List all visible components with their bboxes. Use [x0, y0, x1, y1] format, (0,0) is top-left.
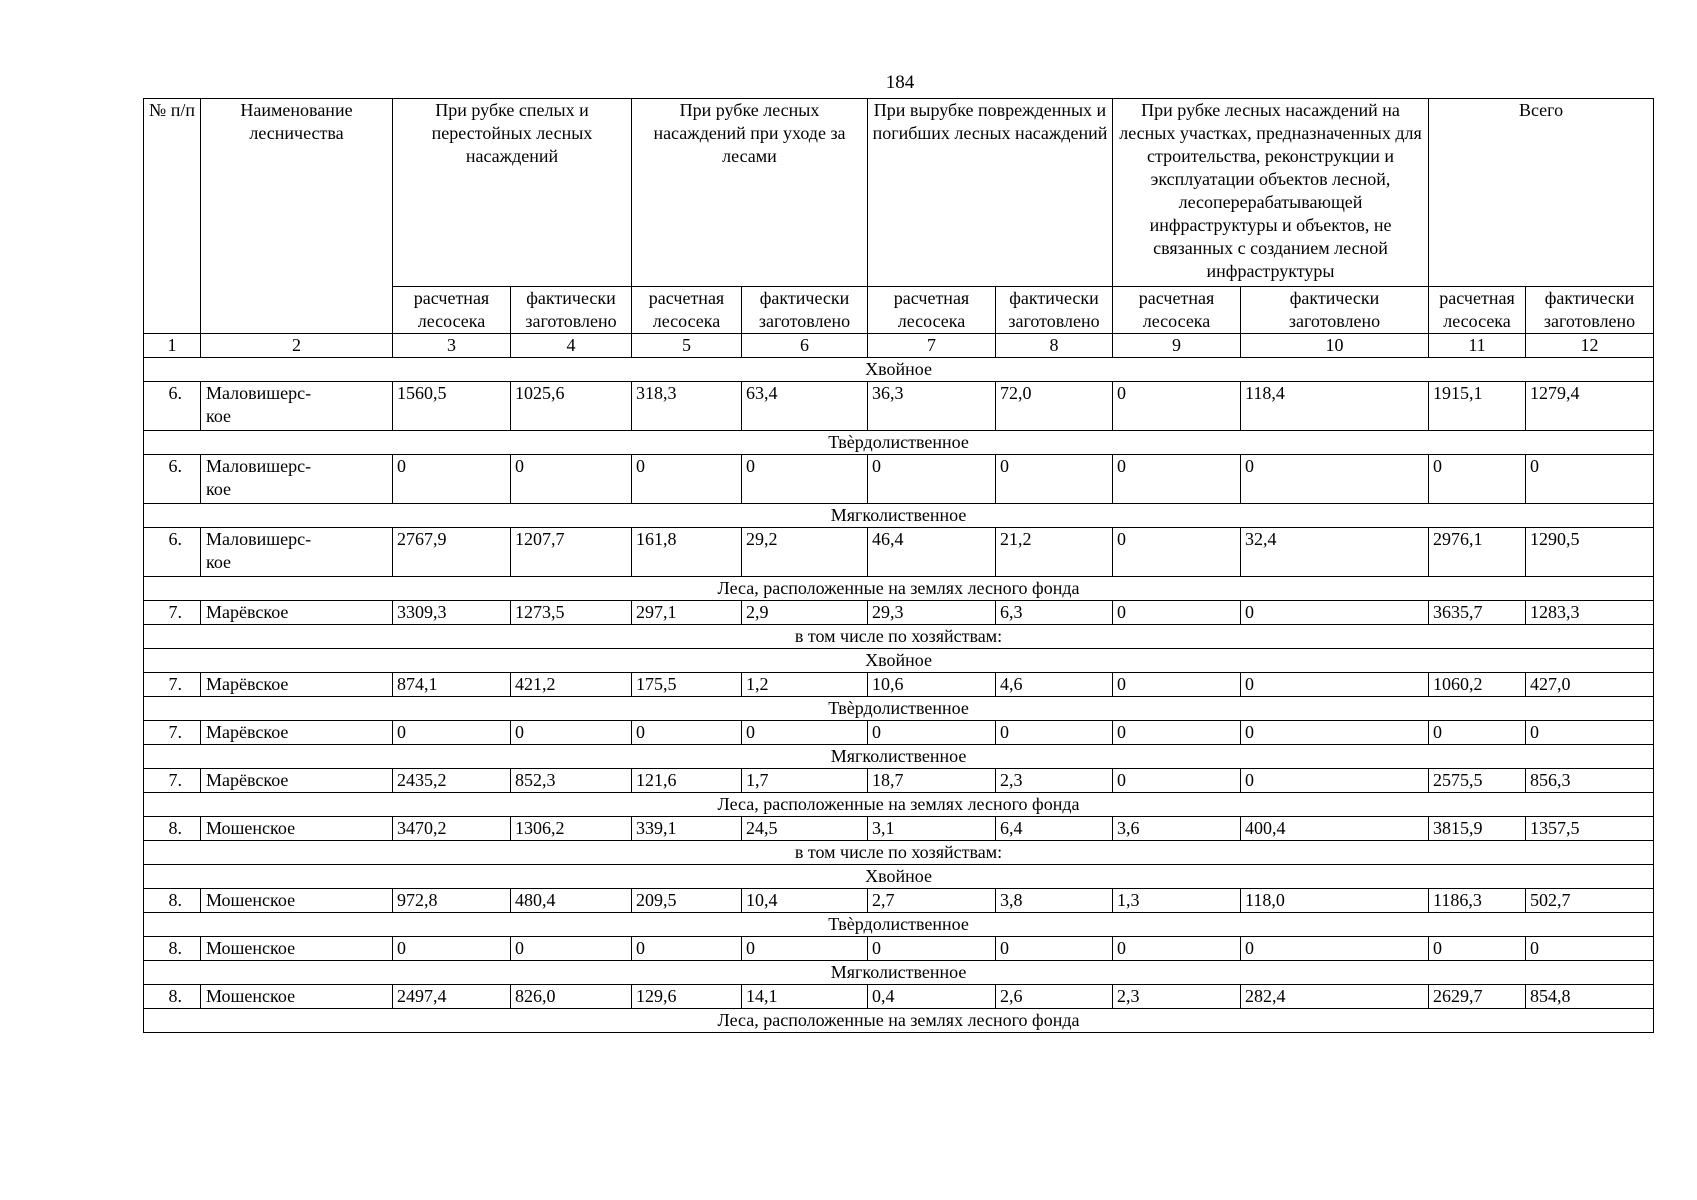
value-cell: 0	[393, 937, 511, 961]
table-row	[144, 937, 1654, 961]
header-planned: расчетная лесосека	[1429, 287, 1526, 334]
value-cell: 1025,6	[511, 382, 632, 431]
column-index: 5	[632, 334, 742, 358]
value-cell: 0	[632, 721, 742, 745]
value-cell: 1186,3	[1429, 889, 1526, 913]
value-cell: 0	[1429, 721, 1526, 745]
value-cell: 1290,5	[1526, 528, 1654, 577]
section-row	[144, 793, 1654, 817]
value-cell: 3,6	[1113, 817, 1241, 841]
table-row	[144, 455, 1654, 504]
section-label: Хвойное	[144, 358, 1654, 382]
value-cell: 63,4	[742, 382, 868, 431]
row-number: 7.	[144, 769, 201, 793]
row-number: 8.	[144, 937, 201, 961]
value-cell: 0	[1113, 455, 1241, 504]
value-cell: 161,8	[632, 528, 742, 577]
forestry-name: Марёвское	[201, 601, 393, 625]
section-label: в том числе по хозяйствам:	[144, 841, 1654, 865]
forestry-name: Мошенское	[201, 985, 393, 1009]
column-index: 4	[511, 334, 632, 358]
table-header	[144, 99, 1654, 358]
value-cell: 10,4	[742, 889, 868, 913]
forestry-name: Маловишерс- кое	[201, 455, 393, 504]
header-group-total: Всего	[1429, 99, 1654, 287]
value-cell: 2497,4	[393, 985, 511, 1009]
section-label: Мягколиственное	[144, 961, 1654, 985]
value-cell: 24,5	[742, 817, 868, 841]
value-cell: 4,6	[996, 673, 1113, 697]
value-cell: 2,6	[996, 985, 1113, 1009]
column-index: 6	[742, 334, 868, 358]
value-cell: 0	[996, 937, 1113, 961]
value-cell: 18,7	[868, 769, 996, 793]
row-number: 8.	[144, 985, 201, 1009]
value-cell: 0	[868, 937, 996, 961]
section-label: Хвойное	[144, 865, 1654, 889]
header-group-thinning: При рубке лесных насаждений при уходе за лесами	[632, 99, 868, 287]
value-cell: 0	[742, 455, 868, 504]
value-cell: 874,1	[393, 673, 511, 697]
section-label: Леса, расположенные на землях лесного фонда	[144, 577, 1654, 601]
value-cell: 2767,9	[393, 528, 511, 577]
forestry-name: Марёвское	[201, 721, 393, 745]
value-cell: 0	[742, 721, 868, 745]
value-cell: 1207,7	[511, 528, 632, 577]
value-cell: 339,1	[632, 817, 742, 841]
value-cell: 2,3	[996, 769, 1113, 793]
value-cell: 856,3	[1526, 769, 1654, 793]
header-group-mature: При рубке спелых и перестойных лесных насаждений	[393, 99, 632, 287]
value-cell: 421,2	[511, 673, 632, 697]
value-cell: 0	[1241, 455, 1429, 504]
value-cell: 0	[1429, 937, 1526, 961]
value-cell: 72,0	[996, 382, 1113, 431]
value-cell: 2,7	[868, 889, 996, 913]
value-cell: 0	[1113, 673, 1241, 697]
value-cell: 400,4	[1241, 817, 1429, 841]
value-cell: 0	[393, 721, 511, 745]
section-row	[144, 913, 1654, 937]
column-index: 1	[144, 334, 201, 358]
value-cell: 1306,2	[511, 817, 632, 841]
value-cell: 854,8	[1526, 985, 1654, 1009]
value-cell: 0	[632, 455, 742, 504]
value-cell: 480,4	[511, 889, 632, 913]
value-cell: 29,2	[742, 528, 868, 577]
value-cell: 1273,5	[511, 601, 632, 625]
value-cell: 2,9	[742, 601, 868, 625]
forestry-name: Мошенское	[201, 889, 393, 913]
value-cell: 1283,3	[1526, 601, 1654, 625]
row-number: 8.	[144, 889, 201, 913]
forestry-name: Маловишерс- кое	[201, 382, 393, 431]
header-planned: расчетная лесосека	[868, 287, 996, 334]
value-cell: 0	[1526, 455, 1654, 504]
header-planned: расчетная лесосека	[632, 287, 742, 334]
value-cell: 6,3	[996, 601, 1113, 625]
section-row	[144, 504, 1654, 528]
value-cell: 282,4	[1241, 985, 1429, 1009]
column-index: 3	[393, 334, 511, 358]
page-number: 184	[885, 72, 915, 93]
value-cell: 0	[742, 937, 868, 961]
section-row	[144, 865, 1654, 889]
value-cell: 2629,7	[1429, 985, 1526, 1009]
value-cell: 3309,3	[393, 601, 511, 625]
value-cell: 0,4	[868, 985, 996, 1009]
value-cell: 0	[1526, 937, 1654, 961]
header-planned: расчетная лесосека	[393, 287, 511, 334]
value-cell: 0	[511, 937, 632, 961]
section-row	[144, 431, 1654, 455]
value-cell: 3815,9	[1429, 817, 1526, 841]
value-cell: 129,6	[632, 985, 742, 1009]
value-cell: 297,1	[632, 601, 742, 625]
value-cell: 0	[1241, 601, 1429, 625]
value-cell: 175,5	[632, 673, 742, 697]
value-cell: 118,4	[1241, 382, 1429, 431]
column-index: 8	[996, 334, 1113, 358]
value-cell: 46,4	[868, 528, 996, 577]
value-cell: 0	[1113, 528, 1241, 577]
table-row	[144, 985, 1654, 1009]
value-cell: 3635,7	[1429, 601, 1526, 625]
forestry-name: Маловишерс- кое	[201, 528, 393, 577]
value-cell: 0	[1113, 382, 1241, 431]
column-index-row	[144, 334, 1654, 358]
section-row	[144, 961, 1654, 985]
section-row	[144, 358, 1654, 382]
value-cell: 2976,1	[1429, 528, 1526, 577]
row-number: 8.	[144, 817, 201, 841]
section-label: Леса, расположенные на землях лесного фонда	[144, 1009, 1654, 1033]
value-cell: 1,2	[742, 673, 868, 697]
row-number: 7.	[144, 673, 201, 697]
table-row	[144, 769, 1654, 793]
section-label: в том числе по хозяйствам:	[144, 625, 1654, 649]
section-row	[144, 745, 1654, 769]
value-cell: 1,7	[742, 769, 868, 793]
column-index: 9	[1113, 334, 1241, 358]
value-cell: 3470,2	[393, 817, 511, 841]
value-cell: 318,3	[632, 382, 742, 431]
value-cell: 14,1	[742, 985, 868, 1009]
forestry-name: Марёвское	[201, 769, 393, 793]
column-index: 7	[868, 334, 996, 358]
header-actual: фактически заготовлено	[1526, 287, 1654, 334]
value-cell: 209,5	[632, 889, 742, 913]
value-cell: 1,3	[1113, 889, 1241, 913]
value-cell: 502,7	[1526, 889, 1654, 913]
section-row	[144, 649, 1654, 673]
value-cell: 0	[1241, 721, 1429, 745]
value-cell: 0	[1241, 769, 1429, 793]
section-label: Мягколиственное	[144, 745, 1654, 769]
value-cell: 1357,5	[1526, 817, 1654, 841]
value-cell: 29,3	[868, 601, 996, 625]
value-cell: 0	[511, 455, 632, 504]
header-col-no: № п/п	[144, 99, 201, 334]
value-cell: 10,6	[868, 673, 996, 697]
row-number: 7.	[144, 721, 201, 745]
value-cell: 0	[1113, 769, 1241, 793]
value-cell: 826,0	[511, 985, 632, 1009]
value-cell: 21,2	[996, 528, 1113, 577]
value-cell: 121,6	[632, 769, 742, 793]
column-index: 12	[1526, 334, 1654, 358]
header-planned: расчетная лесосека	[1113, 287, 1241, 334]
section-row	[144, 577, 1654, 601]
section-label: Мягколиственное	[144, 504, 1654, 528]
value-cell: 0	[1113, 721, 1241, 745]
row-number: 7.	[144, 601, 201, 625]
value-cell: 0	[868, 721, 996, 745]
table-row	[144, 889, 1654, 913]
header-actual: фактически заготовлено	[996, 287, 1113, 334]
section-label: Леса, расположенные на землях лесного фонда	[144, 793, 1654, 817]
value-cell: 427,0	[1526, 673, 1654, 697]
column-index: 10	[1241, 334, 1429, 358]
column-index: 11	[1429, 334, 1526, 358]
section-label: Твѐрдолиственное	[144, 431, 1654, 455]
header-actual: фактически заготовлено	[511, 287, 632, 334]
header-group-damaged: При вырубке поврежденных и погибших лесных насаждений	[868, 99, 1113, 287]
header-col-name: Наименование лесничества	[201, 99, 393, 334]
value-cell: 0	[996, 455, 1113, 504]
forestry-report-table	[143, 98, 1654, 1033]
section-row	[144, 625, 1654, 649]
section-row	[144, 841, 1654, 865]
value-cell: 3,1	[868, 817, 996, 841]
forestry-name: Мошенское	[201, 937, 393, 961]
section-row	[144, 1009, 1654, 1033]
forestry-name: Мошенское	[201, 817, 393, 841]
table-row	[144, 721, 1654, 745]
value-cell: 0	[1241, 937, 1429, 961]
section-row	[144, 697, 1654, 721]
value-cell: 1560,5	[393, 382, 511, 431]
row-number: 6.	[144, 528, 201, 577]
value-cell: 1279,4	[1526, 382, 1654, 431]
value-cell: 6,4	[996, 817, 1113, 841]
value-cell: 1915,1	[1429, 382, 1526, 431]
header-actual: фактически заготовлено	[1241, 287, 1429, 334]
value-cell: 972,8	[393, 889, 511, 913]
table-row	[144, 601, 1654, 625]
table-row	[144, 382, 1654, 431]
value-cell: 2435,2	[393, 769, 511, 793]
value-cell: 3,8	[996, 889, 1113, 913]
value-cell: 0	[632, 937, 742, 961]
section-label: Твѐрдолиственное	[144, 697, 1654, 721]
value-cell: 0	[1526, 721, 1654, 745]
column-index: 2	[201, 334, 393, 358]
row-number: 6.	[144, 382, 201, 431]
value-cell: 0	[1113, 937, 1241, 961]
section-label: Твѐрдолиственное	[144, 913, 1654, 937]
row-number: 6.	[144, 455, 201, 504]
forestry-name: Марёвское	[201, 673, 393, 697]
value-cell: 36,3	[868, 382, 996, 431]
value-cell: 32,4	[1241, 528, 1429, 577]
table-body	[144, 358, 1654, 1033]
value-cell: 0	[1113, 601, 1241, 625]
value-cell: 0	[1429, 455, 1526, 504]
value-cell: 852,3	[511, 769, 632, 793]
value-cell: 1060,2	[1429, 673, 1526, 697]
value-cell: 0	[996, 721, 1113, 745]
section-label: Хвойное	[144, 649, 1654, 673]
table-row	[144, 528, 1654, 577]
value-cell: 118,0	[1241, 889, 1429, 913]
header-actual: фактически заготовлено	[742, 287, 868, 334]
table-row	[144, 817, 1654, 841]
value-cell: 0	[393, 455, 511, 504]
value-cell: 0	[1241, 673, 1429, 697]
value-cell: 2575,5	[1429, 769, 1526, 793]
table-row	[144, 673, 1654, 697]
value-cell: 0	[511, 721, 632, 745]
header-group-construction: При рубке лесных насаждений на лесных участках, предназначенных для строительства, реконструкции и эксплуатации объектов лесной, лесоперерабатывающей инфраструктуры и объектов, не связанных с созданием лесной инфраструктуры	[1113, 99, 1429, 287]
value-cell: 2,3	[1113, 985, 1241, 1009]
value-cell: 0	[868, 455, 996, 504]
